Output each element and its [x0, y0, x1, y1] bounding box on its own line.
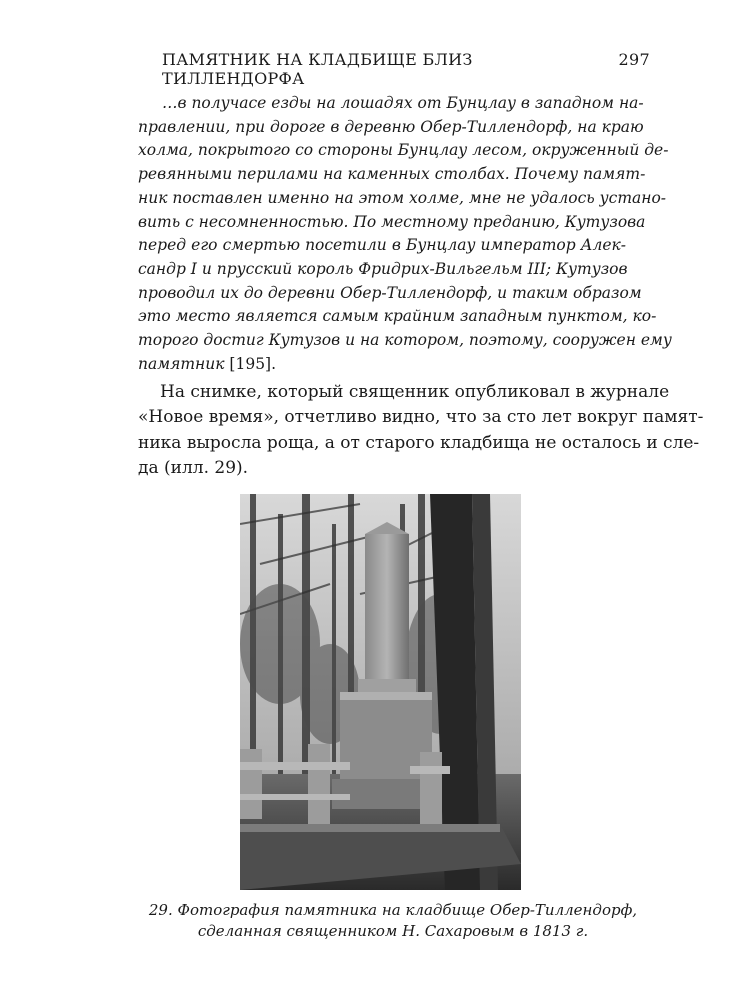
quote-line: перед его смертью посетили в Бунцлау император Алек-: [138, 236, 626, 255]
quote-last-line: [138, 353, 626, 377]
monument-photo: [240, 494, 521, 890]
paragraph-line: ника выросла роща, а от старого кладбища не осталось и сле-: [138, 432, 700, 453]
figure-caption: [138, 900, 648, 942]
quote-line: правлении, при дороге в деревню Обер-Тиллендорф, на краю: [138, 117, 644, 136]
quote-line: вить с несомненностью. По местному преданию, Кутузова: [138, 212, 646, 231]
quote-line: …в получасе езды на лошадях от Бунцлау в западном на-: [162, 94, 644, 112]
running-head: [162, 50, 650, 88]
quote-line: сандр I и прусский король Фридрих-Вильгельм III; Кутузов: [138, 259, 628, 278]
quote-line: ник поставлен именно на этом холме, мне не удалось устано-: [138, 188, 667, 207]
body-paragraph: [138, 380, 704, 481]
quote-line: торого достиг Кутузов и на котором, поэтому, сооружен ему: [138, 331, 672, 350]
quote-line: это место является самым крайним западным пунктом, ко-: [138, 307, 657, 326]
caption-line: сделанная священником Н. Сахаровым в 1813 г.: [197, 922, 589, 940]
quote-line: холма, покрытого со стороны Бунцлау лесом, окруженный де-: [138, 141, 669, 160]
quote-line: памятник: [138, 354, 225, 373]
citation-reference: [195].: [229, 354, 277, 373]
paragraph-line: да (илл. 29).: [138, 457, 249, 478]
paragraph-line: «Новое время», отчетливо видно, что за сто лет вокруг памят-: [138, 407, 704, 428]
page-number: 297: [618, 50, 650, 69]
monument-photo-illustration: [240, 494, 521, 890]
running-head-title: ПАМЯТНИК НА КЛАДБИЩЕ БЛИЗ ТИЛЛЕНДОРФА: [162, 50, 473, 88]
caption-line: 29. Фотография памятника на кладбище Обер-Тиллендорф,: [148, 901, 638, 919]
quote-line: проводил их до деревни Обер-Тиллендорф, и таким образом: [138, 283, 642, 302]
quote-line: ревянными перилами на каменных столбах. Почему памят-: [138, 165, 646, 184]
paragraph-line: На снимке, который священник опубликовал в журнале: [160, 382, 670, 402]
quote-block: [138, 92, 672, 376]
